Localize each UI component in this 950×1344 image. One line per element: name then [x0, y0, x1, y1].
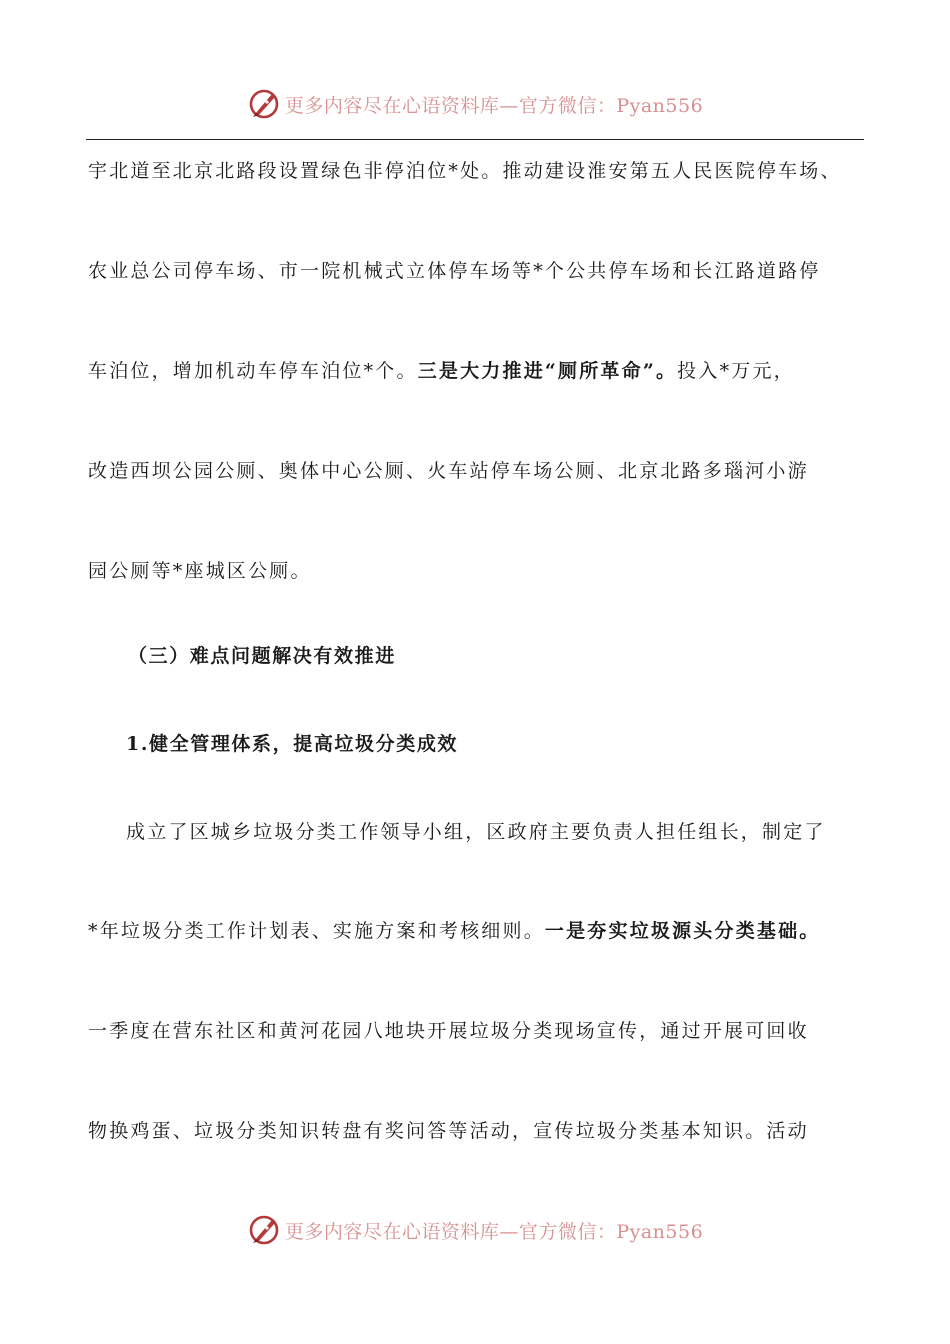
pen-nib-circle-icon	[247, 1213, 281, 1247]
watermark-text: 更多内容尽在心语资料库—官方微信：Pyan556	[284, 94, 704, 117]
body-text: 车泊位，增加机动车停车泊位*个。	[88, 360, 418, 382]
body-text-bold: 一是夯实垃圾源头分类基础。	[544, 920, 821, 942]
body-text: *年垃圾分类工作计划表、实施方案和考核细则。	[88, 920, 545, 942]
body-line-mixed	[88, 358, 868, 384]
header-divider	[86, 139, 864, 140]
body-line: 物换鸡蛋、垃圾分类知识转盘有奖问答等活动，宣传垃圾分类基本知识。活动	[88, 1120, 809, 1142]
body-line: 改造西坝公园公厕、奥体中心公厕、火车站停车场公厕、北京北路多瑙河小游	[88, 460, 809, 482]
body-text: 投入*万元，	[677, 360, 795, 382]
body-line: 一季度在营东社区和黄河花园八地块开展垃圾分类现场宣传，通过开展可回收	[88, 1020, 809, 1042]
footer-watermark	[0, 1210, 950, 1250]
section-heading: （三）难点问题解决有效推进	[128, 645, 396, 667]
pen-nib-circle-icon	[247, 87, 281, 121]
header-watermark	[0, 84, 950, 124]
watermark-text: 更多内容尽在心语资料库—官方微信：Pyan556	[284, 1220, 704, 1243]
body-line: 园公厕等*座城区公厕。	[88, 560, 312, 582]
body-line: 宇北道至北京北路段设置绿色非停泊位*处。推动建设淮安第五人民医院停车场、	[88, 160, 842, 182]
sub-heading: 1.健全管理体系，提高垃圾分类成效	[126, 733, 459, 755]
body-line: 农业总公司停车场、市一院机械式立体停车场等*个公共停车场和长江路道路停	[88, 260, 821, 282]
body-text-bold: 三是大力推进“厕所革命”。	[417, 360, 678, 382]
body-line-mixed	[88, 918, 868, 944]
body-line: 成立了区城乡垃圾分类工作领导小组，区政府主要负责人担任组长，制定了	[126, 821, 826, 843]
